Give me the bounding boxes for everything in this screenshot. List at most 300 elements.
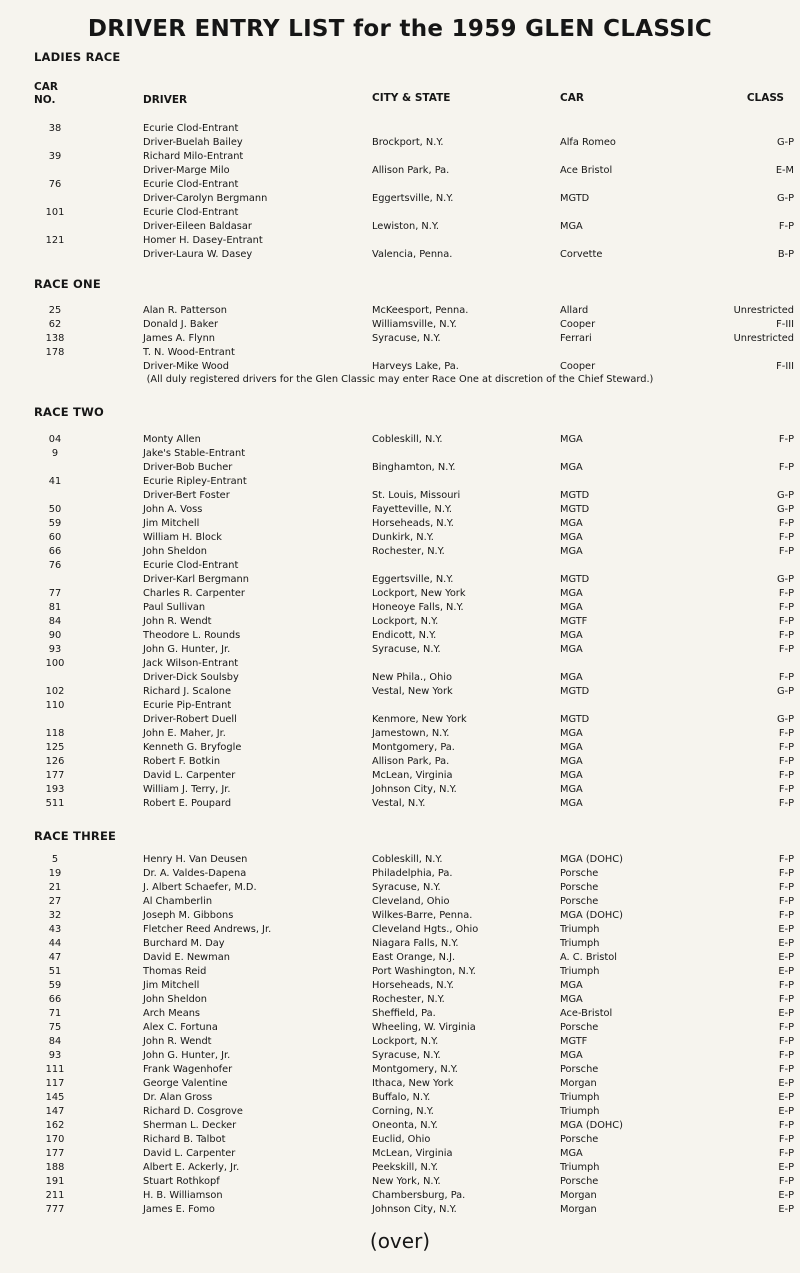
entry-row (0, 178, 800, 206)
car-make: Morgan (560, 1204, 597, 1215)
entry-row (0, 979, 800, 993)
entry-row (0, 545, 800, 559)
driver-name: Fletcher Reed Andrews, Jr. (143, 924, 272, 935)
city-state: Syracuse, N.Y. (372, 1050, 441, 1061)
entry-row (0, 1189, 800, 1203)
entry-row (0, 1063, 800, 1077)
city-state: Niagara Falls, N.Y. (372, 938, 459, 949)
city-state: Harveys Lake, Pa. (372, 361, 459, 372)
driver-name: William H. Block (143, 532, 222, 543)
car-number: 62 (48, 319, 62, 330)
class-code: F-P (778, 546, 794, 557)
car-number: 118 (45, 728, 65, 739)
car-number: 50 (48, 504, 62, 515)
class-code: B-P (777, 249, 794, 260)
city-state: McKeesport, Penna. (372, 305, 469, 316)
driver-name: John Sheldon (143, 546, 208, 557)
city-state: McLean, Virginia (372, 770, 453, 781)
car-make: Ferrari (560, 333, 592, 344)
car-number: 177 (45, 770, 65, 781)
city-state: Sheffield, Pa. (372, 1008, 436, 1019)
city-state: Cleveland Hgts., Ohio (372, 924, 479, 935)
car-number: 38 (48, 123, 62, 134)
car-number: 170 (45, 1134, 65, 1145)
class-code: F-P (778, 532, 794, 543)
driver-name: Monty Allen (143, 434, 201, 445)
class-code: F-P (778, 868, 794, 879)
car-number: 125 (45, 742, 65, 753)
car-make: Morgan (560, 1190, 597, 1201)
city-state: Brockport, N.Y. (372, 137, 444, 148)
entry-row (0, 797, 800, 811)
class-code: F-P (778, 742, 794, 753)
car-make: MGA (560, 1050, 583, 1061)
class-code: G-P (776, 714, 794, 725)
car-number: 511 (45, 798, 65, 809)
car-make: MGA (560, 784, 583, 795)
car-make: Porsche (560, 882, 599, 893)
entrant-name: Jack Wilson-Entrant (143, 658, 239, 669)
driver-name: Paul Sullivan (143, 602, 206, 613)
car-number: 44 (48, 938, 62, 949)
entry-row (0, 1161, 800, 1175)
city-state: Endicott, N.Y. (372, 630, 437, 641)
city-state: Port Washington, N.Y. (372, 966, 476, 977)
entry-row (0, 601, 800, 615)
entry-row (0, 1049, 800, 1063)
entry-row (0, 1007, 800, 1021)
city-state: McLean, Virginia (372, 1148, 453, 1159)
car-make: Corvette (560, 249, 603, 260)
city-state: Johnson City, N.Y. (372, 1204, 457, 1215)
car-number: 162 (45, 1120, 65, 1131)
car-make: MGA (560, 644, 583, 655)
entrant-name: Ecurie Clod-Entrant (143, 560, 239, 571)
driver-name: John Sheldon (143, 994, 208, 1005)
driver-name: Jim Mitchell (143, 980, 200, 991)
car-make: MGTD (560, 686, 590, 697)
class-code: E-P (778, 1078, 794, 1089)
car-make: MGTD (560, 574, 590, 585)
car-make: MGTF (560, 1036, 588, 1047)
class-code: F-P (778, 1148, 794, 1159)
entry-row (0, 923, 800, 937)
city-state: Montgomery, N.Y. (372, 1064, 458, 1075)
car-make: MGA (560, 1148, 583, 1159)
car-make: MGA (560, 728, 583, 739)
driver-name: Driver-Marge Milo (143, 165, 230, 176)
page-title: DRIVER ENTRY LIST for the 1959 GLEN CLASSIC (87, 16, 713, 42)
entry-row (0, 447, 800, 475)
entry-row (0, 755, 800, 769)
car-make: MGTD (560, 490, 590, 501)
entrant-name: Ecurie Clod-Entrant (143, 123, 239, 134)
entry-row (0, 643, 800, 657)
car-number: 126 (45, 756, 65, 767)
driver-name: Donald J. Baker (143, 319, 219, 330)
city-state: Dunkirk, N.Y. (372, 532, 434, 543)
car-make: MGA (560, 630, 583, 641)
car-make: Porsche (560, 896, 599, 907)
driver-name: Driver-Buelah Bailey (143, 137, 243, 148)
car-number: 84 (48, 616, 62, 627)
driver-name: J. Albert Schaefer, M.D. (143, 882, 257, 893)
car-number: 102 (45, 686, 65, 697)
entry-row (0, 559, 800, 587)
entry-row (0, 881, 800, 895)
car-number: 110 (45, 700, 65, 711)
class-code: F-P (778, 434, 794, 445)
driver-name: David L. Carpenter (143, 1148, 236, 1159)
car-make: Triumph (560, 938, 600, 949)
entry-row (0, 517, 800, 531)
class-code: E-M (775, 165, 794, 176)
entrant-name: Homer H. Dasey-Entrant (143, 235, 263, 246)
car-number: 121 (45, 235, 65, 246)
class-code: G-P (776, 504, 794, 515)
city-state: New York, N.Y. (372, 1176, 441, 1187)
car-number: 43 (48, 924, 62, 935)
car-make: MGA (560, 672, 583, 683)
entrant-name: Ecurie Clod-Entrant (143, 179, 239, 190)
city-state: Cobleskill, N.Y. (372, 854, 443, 865)
city-state: Lockport, New York (372, 588, 466, 599)
column-header-car-no-line2: NO. (34, 94, 56, 106)
city-state: Rochester, N.Y. (372, 546, 445, 557)
driver-name: Richard J. Scalone (143, 686, 231, 697)
car-make: Cooper (560, 319, 596, 330)
car-number: 191 (45, 1176, 65, 1187)
car-number: 59 (48, 518, 62, 529)
driver-name: George Valentine (143, 1078, 228, 1089)
car-number: 84 (48, 1036, 62, 1047)
driver-name: Joseph M. Gibbons (143, 910, 234, 921)
class-code: F-P (778, 882, 794, 893)
car-number: 19 (48, 868, 62, 879)
entry-row (0, 150, 800, 178)
driver-name: Driver-Carolyn Bergmann (143, 193, 268, 204)
driver-name: Driver-Bert Foster (143, 490, 230, 501)
city-state: Horseheads, N.Y. (372, 980, 454, 991)
city-state: Horseheads, N.Y. (372, 518, 454, 529)
entry-row (0, 1175, 800, 1189)
driver-name: Albert E. Ackerly, Jr. (143, 1162, 240, 1173)
entrant-name: Ecurie Pip-Entrant (143, 700, 232, 711)
city-state: New Phila., Ohio (372, 672, 453, 683)
car-make: MGA (560, 756, 583, 767)
driver-name: Driver-Dick Soulsby (143, 672, 239, 683)
class-code: F-P (778, 980, 794, 991)
driver-name: Frank Wagenhofer (143, 1064, 233, 1075)
city-state: Syracuse, N.Y. (372, 333, 441, 344)
class-code: F-P (778, 1064, 794, 1075)
class-code: Unrestricted (733, 305, 794, 316)
class-code: F-P (778, 630, 794, 641)
city-state: Eggertsville, N.Y. (372, 193, 454, 204)
driver-name: Arch Means (143, 1008, 201, 1019)
city-state: Lockport, N.Y. (372, 616, 439, 627)
car-make: Porsche (560, 1134, 599, 1145)
driver-name: Driver-Laura W. Dasey (143, 249, 253, 260)
entry-row (0, 346, 800, 374)
class-code: F-P (778, 910, 794, 921)
city-state: Montgomery, Pa. (372, 742, 455, 753)
driver-name: Theodore L. Rounds (143, 630, 241, 641)
entry-row (0, 1077, 800, 1091)
car-number: 188 (45, 1162, 65, 1173)
driver-name: Driver-Bob Bucher (143, 462, 233, 473)
car-number: 47 (48, 952, 62, 963)
car-make: Porsche (560, 1176, 599, 1187)
class-code: F-P (778, 1120, 794, 1131)
class-code: F-P (778, 784, 794, 795)
car-make: MGA (DOHC) (560, 1120, 623, 1131)
city-state: Philadelphia, Pa. (372, 868, 453, 879)
car-make: Triumph (560, 1106, 600, 1117)
city-state: Honeoye Falls, N.Y. (372, 602, 464, 613)
column-header-driver: DRIVER (143, 94, 188, 106)
car-make: MGA (560, 742, 583, 753)
city-state: Cleveland, Ohio (372, 896, 450, 907)
car-make: Triumph (560, 924, 600, 935)
car-number: 100 (45, 658, 65, 669)
car-make: MGA (560, 221, 583, 232)
car-number: 41 (48, 476, 62, 487)
city-state: Oneonta, N.Y. (372, 1120, 438, 1131)
class-code: F-P (778, 221, 794, 232)
driver-name: Driver-Eileen Baldasar (143, 221, 252, 232)
car-make: MGA (560, 994, 583, 1005)
entry-row (0, 615, 800, 629)
entry-row (0, 1091, 800, 1105)
driver-name: Robert E. Poupard (143, 798, 232, 809)
entry-row (0, 1203, 800, 1217)
city-state: Chambersburg, Pa. (372, 1190, 466, 1201)
car-make: MGA (560, 462, 583, 473)
car-make: Triumph (560, 1092, 600, 1103)
car-number: 04 (48, 434, 62, 445)
entry-row (0, 206, 800, 234)
class-code: F-P (778, 588, 794, 599)
driver-name: Driver-Karl Bergmann (143, 574, 249, 585)
city-state: Binghamton, N.Y. (372, 462, 456, 473)
entry-row (0, 685, 800, 699)
city-state: Euclid, Ohio (372, 1134, 431, 1145)
class-code: F-P (778, 644, 794, 655)
class-code: F-P (778, 728, 794, 739)
car-number: 193 (45, 784, 65, 795)
entry-row (0, 304, 800, 318)
driver-name: Driver-Robert Duell (143, 714, 237, 725)
class-code: E-P (778, 1008, 794, 1019)
driver-name: James A. Flynn (143, 333, 216, 344)
city-state: Corning, N.Y. (372, 1106, 434, 1117)
car-number: 76 (48, 560, 62, 571)
car-make: Triumph (560, 966, 600, 977)
column-header-car-no-line1: CAR (34, 81, 58, 93)
city-state: Buffalo, N.Y. (372, 1092, 431, 1103)
car-number: 51 (48, 966, 62, 977)
city-state: Kenmore, New York (372, 714, 467, 725)
car-number: 25 (48, 305, 62, 316)
driver-name: Alan R. Patterson (143, 305, 227, 316)
car-make: MGTD (560, 193, 590, 204)
entry-row (0, 783, 800, 797)
car-make: MGA (560, 434, 583, 445)
car-make: MGA (560, 588, 583, 599)
class-code: F-P (778, 896, 794, 907)
class-code: E-P (778, 1092, 794, 1103)
entry-row (0, 867, 800, 881)
car-make: MGA (560, 798, 583, 809)
city-state: Ithaca, New York (372, 1078, 454, 1089)
entry-row (0, 853, 800, 867)
driver-name: Jim Mitchell (143, 518, 200, 529)
class-code: F-P (778, 518, 794, 529)
entry-row (0, 1035, 800, 1049)
section-heading-race-two: RACE TWO (34, 405, 104, 419)
section-heading-race-three: RACE THREE (34, 829, 117, 843)
driver-name: John G. Hunter, Jr. (143, 644, 231, 655)
class-code: F-P (778, 1050, 794, 1061)
entry-row (0, 1021, 800, 1035)
car-make: MGA (560, 980, 583, 991)
driver-name: Driver-Mike Wood (143, 361, 230, 372)
car-number: 178 (45, 347, 65, 358)
entry-row (0, 937, 800, 951)
entry-row (0, 503, 800, 517)
class-code: F-P (778, 1022, 794, 1033)
city-state: Peekskill, N.Y. (372, 1162, 439, 1173)
car-number: 177 (45, 1148, 65, 1159)
entry-row (0, 1147, 800, 1161)
car-number: 9 (51, 448, 59, 459)
car-make: Cooper (560, 361, 596, 372)
car-make: Porsche (560, 1022, 599, 1033)
city-state: Eggertsville, N.Y. (372, 574, 454, 585)
class-code: F-P (778, 1176, 794, 1187)
class-code: E-P (778, 966, 794, 977)
entry-row (0, 993, 800, 1007)
car-number: 71 (48, 1008, 62, 1019)
column-header-car: CAR (560, 92, 584, 104)
entry-list-race-three (0, 853, 800, 1217)
city-state: Cobleskill, N.Y. (372, 434, 443, 445)
entry-row (0, 951, 800, 965)
city-state: Fayetteville, N.Y. (372, 504, 453, 515)
entry-row (0, 531, 800, 545)
entry-row (0, 895, 800, 909)
car-number: 90 (48, 630, 62, 641)
entry-row (0, 1133, 800, 1147)
entry-row (0, 433, 800, 447)
city-state: Williamsville, N.Y. (372, 319, 457, 330)
driver-name: Richard B. Talbot (143, 1134, 226, 1145)
city-state: Allison Park, Pa. (372, 165, 450, 176)
car-number: 21 (48, 882, 62, 893)
driver-name: Henry H. Van Deusen (143, 854, 248, 865)
car-make: A. C. Bristol (560, 952, 617, 963)
car-make: Alfa Romeo (560, 137, 616, 148)
car-number: 27 (48, 896, 62, 907)
class-code: G-P (776, 574, 794, 585)
city-state: Vestal, New York (372, 686, 453, 697)
car-number: 60 (48, 532, 62, 543)
car-make: MGA (560, 770, 583, 781)
class-code: G-P (776, 490, 794, 501)
city-state: Johnson City, N.Y. (372, 784, 457, 795)
entry-list-race-one (0, 304, 800, 374)
entry-row (0, 234, 800, 262)
car-number: 777 (45, 1204, 65, 1215)
car-make: MGA (560, 518, 583, 529)
car-make: MGA (560, 546, 583, 557)
driver-name: Stuart Rothkopf (143, 1176, 220, 1187)
car-make: MGA (DOHC) (560, 854, 623, 865)
driver-name: Dr. Alan Gross (143, 1092, 213, 1103)
entry-row (0, 1105, 800, 1119)
entry-row (0, 727, 800, 741)
driver-name: John R. Wendt (143, 616, 212, 627)
entry-row (0, 965, 800, 979)
city-state: Lewiston, N.Y. (372, 221, 439, 232)
car-make: MGTF (560, 616, 588, 627)
entry-row (0, 741, 800, 755)
class-code: F-P (778, 1134, 794, 1145)
driver-name: William J. Terry, Jr. (143, 784, 231, 795)
driver-name: Dr. A. Valdes-Dapena (143, 868, 247, 879)
car-make: MGTD (560, 714, 590, 725)
car-make: Porsche (560, 1064, 599, 1075)
class-code: F-P (778, 462, 794, 473)
class-code: F-P (778, 602, 794, 613)
city-state: Jamestown, N.Y. (372, 728, 450, 739)
entry-row (0, 657, 800, 685)
car-number: 75 (48, 1022, 62, 1033)
entrant-name: Ecurie Clod-Entrant (143, 207, 239, 218)
class-code: E-P (778, 1162, 794, 1173)
class-code: F-III (776, 319, 794, 330)
class-code: F-P (778, 616, 794, 627)
class-code: G-P (776, 193, 794, 204)
entry-row (0, 909, 800, 923)
driver-name: David L. Carpenter (143, 770, 236, 781)
class-code: E-P (778, 1190, 794, 1201)
class-code: E-P (778, 1106, 794, 1117)
class-code: F-P (778, 994, 794, 1005)
car-make: Triumph (560, 1162, 600, 1173)
city-state: Allison Park, Pa. (372, 756, 450, 767)
driver-name: Thomas Reid (143, 966, 207, 977)
driver-name: Alex C. Fortuna (143, 1022, 218, 1033)
city-state: East Orange, N.J. (372, 952, 456, 963)
driver-name: James E. Fomo (143, 1204, 215, 1215)
driver-name: H. B. Williamson (143, 1190, 223, 1201)
car-number: 93 (48, 644, 62, 655)
car-number: 5 (51, 854, 59, 865)
car-make: Ace-Bristol (560, 1008, 613, 1019)
driver-name: John R. Wendt (143, 1036, 212, 1047)
class-code: F-P (778, 798, 794, 809)
column-header-class: CLASS (746, 92, 784, 104)
class-code: E-P (778, 924, 794, 935)
driver-name: Al Chamberlin (143, 896, 213, 907)
car-make: Porsche (560, 868, 599, 879)
car-make: MGA (560, 602, 583, 613)
section-heading-ladies-race: LADIES RACE (34, 50, 121, 64)
car-number: 111 (45, 1064, 65, 1075)
driver-name: John E. Maher, Jr. (143, 728, 226, 739)
